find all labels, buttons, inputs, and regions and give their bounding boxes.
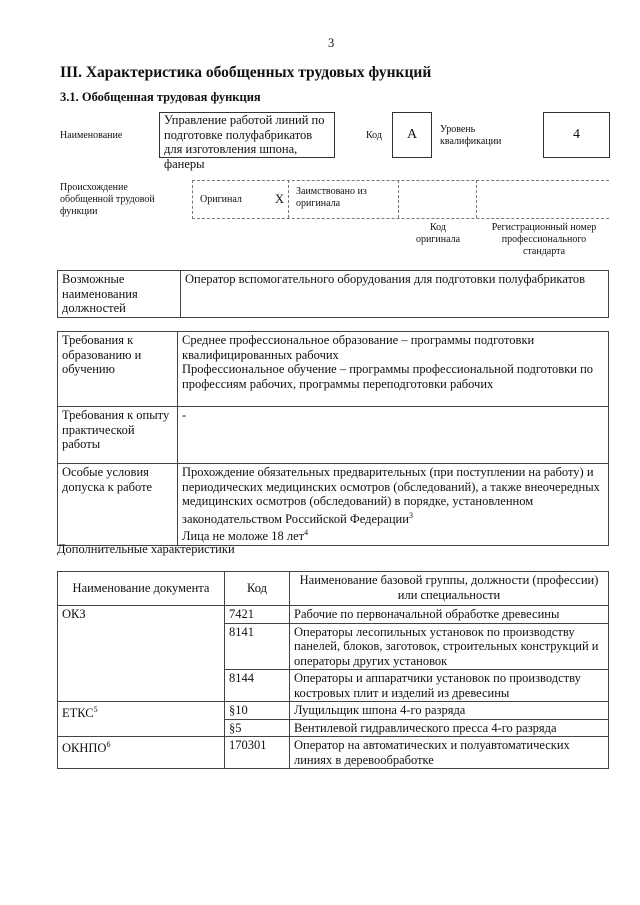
table-row [58,606,609,624]
name-cell: Рабочие по первоначальной обработке древесины [290,606,609,624]
education-line: Среднее профессиональное образование – программы подготовки квалифицированных рабочих [182,333,535,362]
education-label: Требования к образованию и обучению [58,332,178,407]
reg-number-caption: Регистрационный номер профессионального стандарта [491,222,597,257]
positions-value: Оператор вспомогательного оборудования для подготовки полуфабрикатов [181,271,609,318]
table-row [58,702,609,720]
subsection-title: 3.1. Обобщенная трудовая функция [60,90,261,104]
page-number: 3 [328,36,335,50]
footnote-ref: 4 [304,528,309,538]
experience-value: - [178,407,609,464]
positions-table [57,270,609,318]
code-cell: §10 [225,702,290,720]
divider [476,180,477,218]
table-row [58,737,609,769]
origin-box [192,180,609,219]
level-value: 4 [543,112,610,158]
name-cell: Операторы и аппаратчики установок по производству костровых плит и изделий из древесины [290,670,609,702]
code-label: Код [366,130,382,141]
education-line: Профессиональное обучение – программы профессиональной подготовки по профессиям рабочих, программы переподготовки рабочих [182,362,594,391]
requirements-table [57,331,609,546]
footnote-ref: 3 [408,510,413,520]
divider [398,180,399,218]
code-cell: 8141 [225,623,290,670]
name-label: Наименование [60,130,123,141]
code-cell: 7421 [225,606,290,624]
additional-title: Дополнительные характеристики [57,542,235,556]
additional-table [57,571,609,769]
borrowed-label: Заимствовано из оригинала [296,186,367,209]
level-label: Уровень квалификации [440,124,502,147]
original-mark: Х [275,192,285,206]
original-label: Оригинал [200,194,242,205]
doc-cell: ОКНПО [62,741,107,756]
header-name: Наименование базовой группы, должности (профессии) или специальности [290,572,609,606]
doc-cell: ЕТКС [62,706,94,721]
footnote-ref: 5 [93,705,98,714]
section-title: III. Характеристика обобщенных трудовых функций [60,64,432,81]
header-code: Код [225,572,290,606]
conditions-label: Особые условия допуска к работе [58,464,178,546]
name-cell: Операторы лесопильных установок по производству панелей, блоков, заготовок, строительных конструкций и операторы других установок [290,623,609,670]
footnote-ref: 6 [106,740,111,749]
header-doc: Наименование документа [58,572,225,606]
experience-label: Требования к опыту практической работы [58,407,178,464]
name-cell: Лущильщик шпона 4-го разряда [290,702,609,720]
code-original-caption: Код оригинала [415,222,461,245]
divider [288,180,289,218]
doc-cell: ОКЗ [58,606,225,702]
code-cell: 8144 [225,670,290,702]
conditions-line: Прохождение обязательных предварительных (при поступлении на работу) и периодических медицинских осмотров (обследований), а также внеочередных медицинских осмотров (обследований) в порядке, установленном законодательством Российской Федерации [182,465,600,526]
conditions-line: Лица не моложе 18 лет [182,529,305,544]
code-cell: §5 [225,719,290,737]
origin-label: Происхождение обобщенной трудовой функции [60,182,155,217]
function-name-box: Управление работой линий по подготовке полуфабрикатов для изготовления шпона, фанеры [159,112,335,158]
positions-label: Возможные наименования должностей [58,271,181,318]
name-cell: Вентилевой гидравлического пресса 4-го разряда [290,719,609,737]
name-cell: Оператор на автоматических и полуавтоматических линиях в деревообработке [290,737,609,769]
code-value: А [392,112,432,158]
code-cell: 170301 [225,737,290,769]
